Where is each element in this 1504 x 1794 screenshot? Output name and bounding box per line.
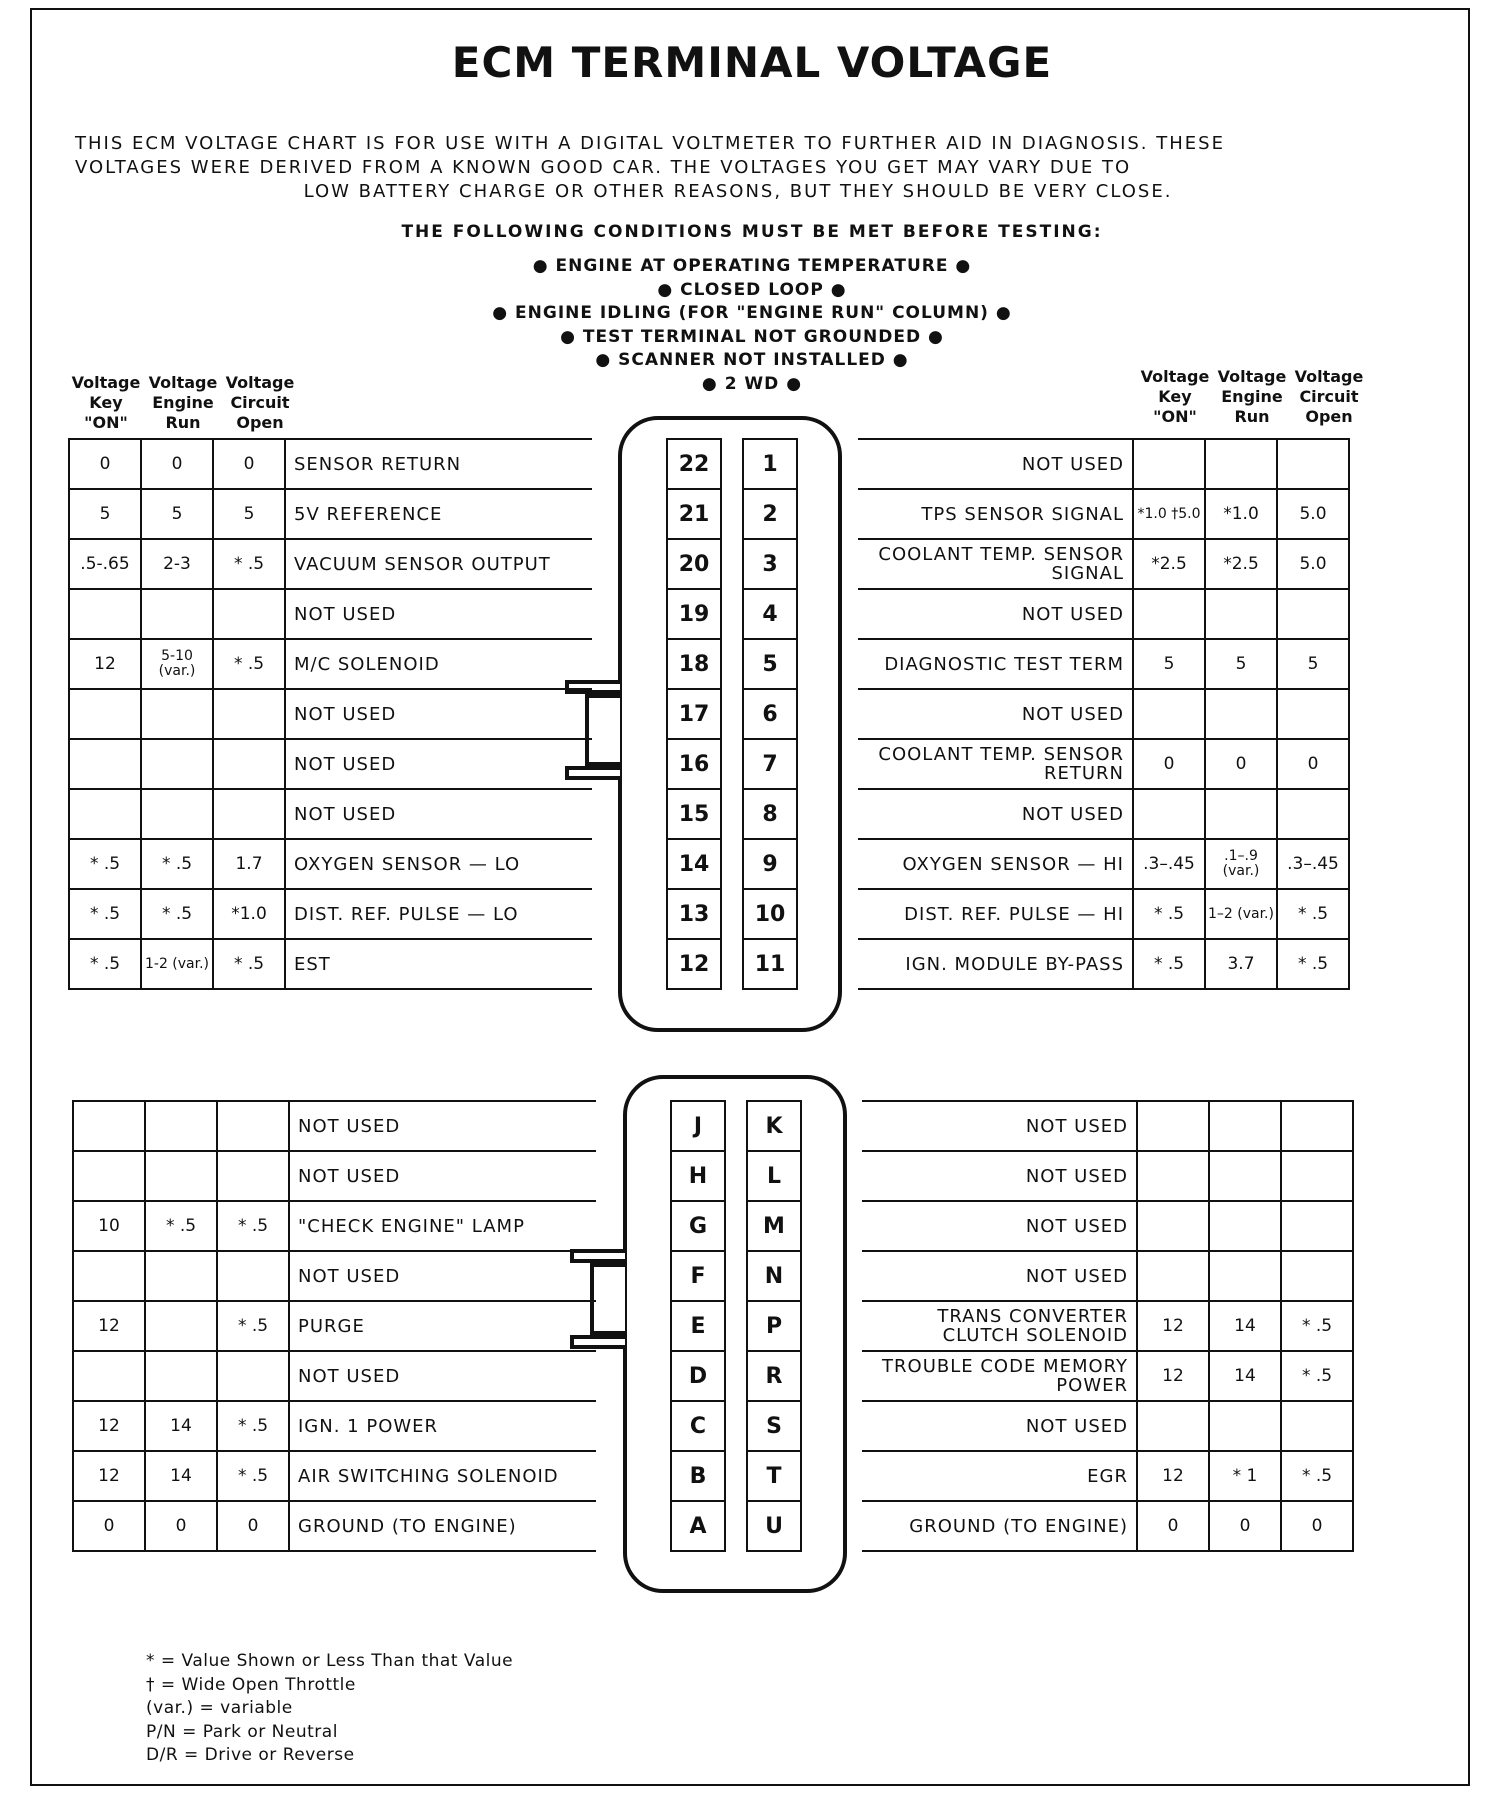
key-on-cell: 12 [1137, 1451, 1209, 1501]
table-row [862, 1201, 1353, 1251]
header-circuit-open: Voltage Circuit Open [1294, 367, 1364, 426]
key-on-cell: 5 [69, 489, 141, 539]
table-row [858, 739, 1349, 789]
engine-run-cell [145, 1151, 217, 1201]
terminal-description: NOT USED [858, 589, 1133, 639]
pin-label: 9 [743, 839, 797, 889]
pin-label: 18 [667, 639, 721, 689]
circuit-open-cell: *1.0 [213, 889, 285, 939]
circuit-open-cell [1281, 1201, 1353, 1251]
table-row [69, 439, 592, 489]
circuit-open-cell [1281, 1251, 1353, 1301]
engine-run-cell: *2.5 [1205, 539, 1277, 589]
terminal-description: NOT USED [858, 439, 1133, 489]
circuit-open-cell [1277, 789, 1349, 839]
terminal-description: EGR [862, 1451, 1137, 1501]
table-row [858, 439, 1349, 489]
key-on-cell [69, 689, 141, 739]
pin-label: D [671, 1351, 725, 1401]
engine-run-cell: 0 [1205, 739, 1277, 789]
terminal-description: AIR SWITCHING SOLENOID [289, 1451, 596, 1501]
terminal-description: NOT USED [285, 789, 592, 839]
terminal-description: NOT USED [285, 589, 592, 639]
circuit-open-cell [1281, 1101, 1353, 1151]
table-row [858, 589, 1349, 639]
table-row [69, 739, 592, 789]
pin-label: 5 [743, 639, 797, 689]
pin-label: U [747, 1501, 801, 1551]
legend [146, 1650, 513, 1768]
key-on-cell: * .5 [69, 939, 141, 989]
terminal-description: NOT USED [858, 789, 1133, 839]
terminal-description: M/C SOLENOID [285, 639, 592, 689]
pin-label: L [747, 1151, 801, 1201]
engine-run-cell: 14 [145, 1401, 217, 1451]
table-row [69, 539, 592, 589]
key-on-cell [73, 1151, 145, 1201]
engine-run-cell [1209, 1151, 1281, 1201]
legend-item: D/R = Drive or Reverse [146, 1745, 355, 1765]
key-on-cell: 12 [1137, 1351, 1209, 1401]
table-row [862, 1351, 1353, 1401]
engine-run-cell [145, 1251, 217, 1301]
top-right-table [858, 438, 1350, 990]
table-row [73, 1501, 596, 1551]
terminal-description: TROUBLE CODE MEMORY POWER [862, 1351, 1137, 1401]
pin-label: 20 [667, 539, 721, 589]
pin-label: 4 [743, 589, 797, 639]
key-on-cell [69, 589, 141, 639]
engine-run-cell: 0 [141, 439, 213, 489]
key-on-cell: .5-.65 [69, 539, 141, 589]
table-row [69, 589, 592, 639]
table-row [73, 1401, 596, 1451]
top-pin-column [666, 438, 798, 990]
circuit-open-cell [217, 1151, 289, 1201]
circuit-open-cell [213, 589, 285, 639]
key-on-cell: *2.5 [1133, 539, 1205, 589]
pin-label: 1 [743, 439, 797, 489]
table-row [858, 639, 1349, 689]
table-row [858, 789, 1349, 839]
bottom-right-table [862, 1100, 1354, 1552]
circuit-open-cell [217, 1101, 289, 1151]
pin-label: A [671, 1501, 725, 1551]
circuit-open-cell [213, 789, 285, 839]
pin-label: P [747, 1301, 801, 1351]
condition-item: ● CLOSED LOOP ● [0, 279, 1504, 303]
terminal-description: IGN. 1 POWER [289, 1401, 596, 1451]
terminal-description: NOT USED [862, 1251, 1137, 1301]
circuit-open-cell: * .5 [1277, 939, 1349, 989]
engine-run-cell: 14 [145, 1451, 217, 1501]
engine-run-cell [1209, 1251, 1281, 1301]
pin-label: 3 [743, 539, 797, 589]
table-row [862, 1401, 1353, 1451]
table-row [69, 489, 592, 539]
pin-label: J [671, 1101, 725, 1151]
key-on-cell [1137, 1201, 1209, 1251]
terminal-description: NOT USED [862, 1101, 1137, 1151]
circuit-open-cell: 0 [213, 439, 285, 489]
circuit-open-cell [217, 1351, 289, 1401]
intro-paragraph [75, 132, 1401, 204]
engine-run-cell: 2-3 [141, 539, 213, 589]
circuit-open-cell [213, 689, 285, 739]
table-row [73, 1151, 596, 1201]
engine-run-cell: 5 [1205, 639, 1277, 689]
terminal-description: DIAGNOSTIC TEST TERM [858, 639, 1133, 689]
key-on-cell: 10 [73, 1201, 145, 1251]
key-on-cell: * .5 [1133, 889, 1205, 939]
circuit-open-cell: * .5 [217, 1401, 289, 1451]
legend-item: † = Wide Open Throttle [146, 1674, 356, 1695]
circuit-open-cell: 0 [1277, 739, 1349, 789]
condition-item: ● TEST TERMINAL NOT GROUNDED ● [0, 326, 1504, 350]
header-key-on: Voltage Key "ON" [71, 373, 141, 432]
key-on-cell [73, 1101, 145, 1151]
pin-label: N [747, 1251, 801, 1301]
condition-item: ● ENGINE IDLING (FOR "ENGINE RUN" COLUMN) ● [0, 302, 1504, 326]
table-row [858, 489, 1349, 539]
engine-run-cell [141, 789, 213, 839]
engine-run-cell: * .5 [145, 1201, 217, 1251]
key-on-cell [1133, 689, 1205, 739]
pin-label: K [747, 1101, 801, 1151]
intro-line: THIS ECM VOLTAGE CHART IS FOR USE WITH A DIGITAL VOLTMETER TO FURTHER AID IN DIAGNOSIS. THESE [75, 133, 1225, 154]
pin-label: 19 [667, 589, 721, 639]
terminal-description: NOT USED [289, 1251, 596, 1301]
table-row [862, 1251, 1353, 1301]
table-row [69, 839, 592, 889]
terminal-description: PURGE [289, 1301, 596, 1351]
terminal-description: SENSOR RETURN [285, 439, 592, 489]
table-row [858, 539, 1349, 589]
engine-run-cell: .1–.9 (var.) [1205, 839, 1277, 889]
pin-label: R [747, 1351, 801, 1401]
pin-label: 17 [667, 689, 721, 739]
table-row [69, 889, 592, 939]
table-row [73, 1101, 596, 1151]
key-on-cell [1133, 789, 1205, 839]
circuit-open-cell: 0 [217, 1501, 289, 1551]
pin-label: S [747, 1401, 801, 1451]
terminal-description: COOLANT TEMP. SENSOR RETURN [858, 739, 1133, 789]
circuit-open-cell: * .5 [213, 939, 285, 989]
pin-label: G [671, 1201, 725, 1251]
pin-label: E [671, 1301, 725, 1351]
engine-run-cell: *1.0 [1205, 489, 1277, 539]
key-on-cell: 0 [1133, 739, 1205, 789]
legend-item: (var.) = variable [146, 1698, 293, 1718]
key-on-cell [1137, 1101, 1209, 1151]
pin-label: 22 [667, 439, 721, 489]
table-row [858, 889, 1349, 939]
terminal-description: NOT USED [289, 1101, 596, 1151]
engine-run-cell [1205, 439, 1277, 489]
key-on-cell [69, 789, 141, 839]
engine-run-cell: * 1 [1209, 1451, 1281, 1501]
pin-label: 11 [743, 939, 797, 989]
engine-run-cell [1209, 1201, 1281, 1251]
circuit-open-cell [1281, 1401, 1353, 1451]
pin-label: 15 [667, 789, 721, 839]
engine-run-cell [1209, 1401, 1281, 1451]
terminal-description: NOT USED [862, 1201, 1137, 1251]
condition-item: ● 2 WD ● [0, 373, 1504, 397]
terminal-description: EST [285, 939, 592, 989]
engine-run-cell: 1–2 (var.) [1205, 889, 1277, 939]
intro-line: VOLTAGES WERE DERIVED FROM A KNOWN GOOD CAR. THE VOLTAGES YOU GET MAY VARY DUE TO [75, 157, 1132, 178]
pin-label: 14 [667, 839, 721, 889]
table-row [858, 689, 1349, 739]
circuit-open-cell: 5 [1277, 639, 1349, 689]
condition-item: ● SCANNER NOT INSTALLED ● [0, 349, 1504, 373]
circuit-open-cell: * .5 [217, 1301, 289, 1351]
engine-run-cell: 5-10 (var.) [141, 639, 213, 689]
key-on-cell: * .5 [69, 889, 141, 939]
engine-run-cell [145, 1101, 217, 1151]
pin-label: M [747, 1201, 801, 1251]
key-on-cell [1137, 1151, 1209, 1201]
key-on-cell: *1.0 †5.0 [1133, 489, 1205, 539]
circuit-open-cell: * .5 [217, 1201, 289, 1251]
pin-label: 13 [667, 889, 721, 939]
circuit-open-cell: * .5 [213, 539, 285, 589]
engine-run-cell [145, 1301, 217, 1351]
terminal-description: TRANS CONVERTER CLUTCH SOLENOID [862, 1301, 1137, 1351]
circuit-open-cell: * .5 [1277, 889, 1349, 939]
circuit-open-cell [1277, 439, 1349, 489]
engine-run-cell [1209, 1101, 1281, 1151]
key-on-cell [69, 739, 141, 789]
header-engine-run: Voltage Engine Run [1217, 367, 1287, 426]
pin-label: 8 [743, 789, 797, 839]
terminal-description: VACUUM SENSOR OUTPUT [285, 539, 592, 589]
header-engine-run: Voltage Engine Run [148, 373, 218, 432]
key-on-cell: 0 [73, 1501, 145, 1551]
circuit-open-cell [217, 1251, 289, 1301]
circuit-open-cell: .3–.45 [1277, 839, 1349, 889]
terminal-description: DIST. REF. PULSE — LO [285, 889, 592, 939]
pin-label: B [671, 1451, 725, 1501]
terminal-description: OXYGEN SENSOR — HI [858, 839, 1133, 889]
key-on-cell [1137, 1401, 1209, 1451]
circuit-open-cell: 0 [1281, 1501, 1353, 1551]
circuit-open-cell [1277, 589, 1349, 639]
pin-label: 2 [743, 489, 797, 539]
engine-run-cell: 0 [145, 1501, 217, 1551]
key-on-cell: 5 [1133, 639, 1205, 689]
table-row [862, 1101, 1353, 1151]
condition-item: ● ENGINE AT OPERATING TEMPERATURE ● [0, 255, 1504, 279]
terminal-description: NOT USED [289, 1351, 596, 1401]
terminal-description: GROUND (TO ENGINE) [289, 1501, 596, 1551]
terminal-description: NOT USED [862, 1401, 1137, 1451]
key-on-cell: 12 [1137, 1301, 1209, 1351]
terminal-description: OXYGEN SENSOR — LO [285, 839, 592, 889]
key-on-cell: 0 [1137, 1501, 1209, 1551]
table-row [73, 1351, 596, 1401]
pin-label: 12 [667, 939, 721, 989]
engine-run-cell: 3.7 [1205, 939, 1277, 989]
table-row [73, 1201, 596, 1251]
page-title: ECM TERMINAL VOLTAGE [451, 38, 1053, 87]
circuit-open-cell [1277, 689, 1349, 739]
terminal-description: COOLANT TEMP. SENSOR SIGNAL [858, 539, 1133, 589]
engine-run-cell [141, 689, 213, 739]
legend-item: * = Value Shown or Less Than that Value [146, 1651, 514, 1671]
engine-run-cell: * .5 [141, 889, 213, 939]
pin-label: 6 [743, 689, 797, 739]
circuit-open-cell: * .5 [1281, 1451, 1353, 1501]
key-on-cell [1137, 1251, 1209, 1301]
table-row [73, 1251, 596, 1301]
key-on-cell: 12 [73, 1401, 145, 1451]
engine-run-cell [1205, 689, 1277, 739]
engine-run-cell: 14 [1209, 1351, 1281, 1401]
terminal-description: "CHECK ENGINE" LAMP [289, 1201, 596, 1251]
engine-run-cell: 1-2 (var.) [141, 939, 213, 989]
pin-label: 16 [667, 739, 721, 789]
header-circuit-open: Voltage Circuit Open [225, 373, 295, 432]
table-row [69, 939, 592, 989]
key-on-cell [1133, 589, 1205, 639]
engine-run-cell [1205, 789, 1277, 839]
table-row [862, 1501, 1353, 1551]
engine-run-cell: * .5 [141, 839, 213, 889]
circuit-open-cell [213, 739, 285, 789]
terminal-description: TPS SENSOR SIGNAL [858, 489, 1133, 539]
table-row [858, 839, 1349, 889]
intro-line: LOW BATTERY CHARGE OR OTHER REASONS, BUT THEY SHOULD BE VERY CLOSE. [303, 181, 1173, 202]
terminal-description: 5V REFERENCE [285, 489, 592, 539]
key-on-cell [73, 1351, 145, 1401]
engine-run-cell: 5 [141, 489, 213, 539]
circuit-open-cell: 5.0 [1277, 489, 1349, 539]
pin-label: T [747, 1451, 801, 1501]
terminal-description: DIST. REF. PULSE — HI [858, 889, 1133, 939]
table-row [69, 689, 592, 739]
pin-label: H [671, 1151, 725, 1201]
table-row [862, 1301, 1353, 1351]
pin-label: 7 [743, 739, 797, 789]
pin-label: C [671, 1401, 725, 1451]
key-on-cell [73, 1251, 145, 1301]
table-row [858, 939, 1349, 989]
pin-label: 21 [667, 489, 721, 539]
circuit-open-cell: 5 [213, 489, 285, 539]
key-on-cell: * .5 [69, 839, 141, 889]
table-row [69, 789, 592, 839]
engine-run-cell [1205, 589, 1277, 639]
pin-label: F [671, 1251, 725, 1301]
bottom-left-table [72, 1100, 596, 1552]
bottom-pin-column [670, 1100, 802, 1552]
key-on-cell: 0 [69, 439, 141, 489]
conditions-heading: THE FOLLOWING CONDITIONS MUST BE MET BEFORE TESTING: [401, 222, 1103, 242]
circuit-open-cell: * .5 [217, 1451, 289, 1501]
key-on-cell: 12 [69, 639, 141, 689]
circuit-open-cell: * .5 [213, 639, 285, 689]
header-key-on: Voltage Key "ON" [1140, 367, 1210, 426]
key-on-cell: 12 [73, 1451, 145, 1501]
terminal-description: NOT USED [858, 689, 1133, 739]
terminal-description: NOT USED [285, 689, 592, 739]
table-row [862, 1151, 1353, 1201]
table-row [862, 1451, 1353, 1501]
engine-run-cell [141, 739, 213, 789]
circuit-open-cell: 5.0 [1277, 539, 1349, 589]
circuit-open-cell: * .5 [1281, 1301, 1353, 1351]
key-on-cell: 12 [73, 1301, 145, 1351]
table-row [73, 1301, 596, 1351]
table-row [69, 639, 592, 689]
engine-run-cell [145, 1351, 217, 1401]
terminal-description: NOT USED [289, 1151, 596, 1201]
engine-run-cell: 0 [1209, 1501, 1281, 1551]
top-left-table [68, 438, 592, 990]
engine-run-cell: 14 [1209, 1301, 1281, 1351]
terminal-description: NOT USED [285, 739, 592, 789]
key-on-cell: * .5 [1133, 939, 1205, 989]
pin-label: 10 [743, 889, 797, 939]
key-on-cell [1133, 439, 1205, 489]
legend-item: P/N = Park or Neutral [146, 1721, 338, 1742]
circuit-open-cell: * .5 [1281, 1351, 1353, 1401]
engine-run-cell [141, 589, 213, 639]
terminal-description: IGN. MODULE BY-PASS [858, 939, 1133, 989]
circuit-open-cell [1281, 1151, 1353, 1201]
terminal-description: NOT USED [862, 1151, 1137, 1201]
table-row [73, 1451, 596, 1501]
key-on-cell: .3–.45 [1133, 839, 1205, 889]
circuit-open-cell: 1.7 [213, 839, 285, 889]
terminal-description: GROUND (TO ENGINE) [862, 1501, 1137, 1551]
